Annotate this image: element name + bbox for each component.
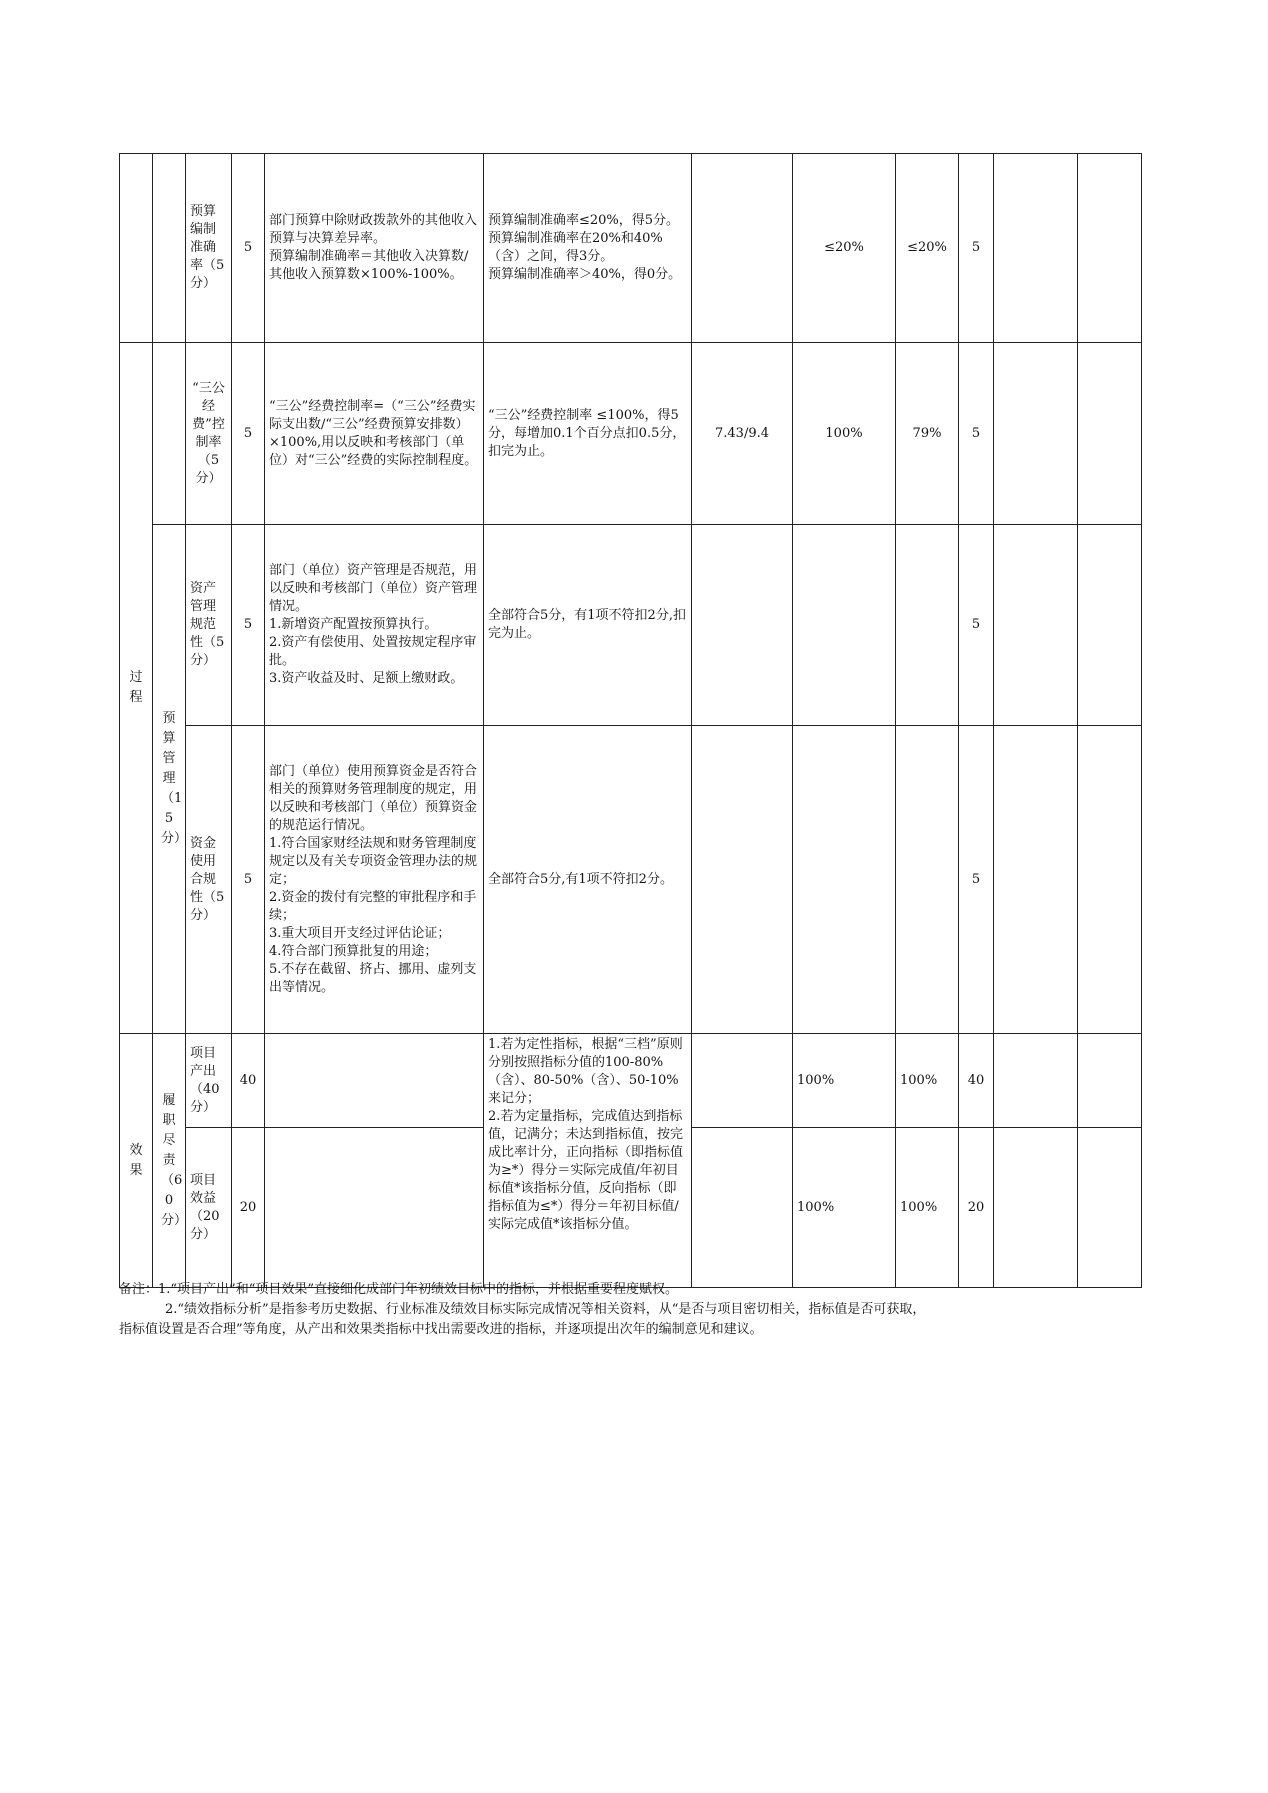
empty-cell: [994, 1128, 1078, 1288]
empty-cell: [994, 726, 1078, 1034]
target-value: ≤20%: [793, 154, 896, 343]
footnotes: [119, 1280, 1141, 1340]
indicator-weight: 5: [232, 343, 265, 525]
table-row: [120, 154, 1142, 343]
table-row: [120, 343, 1142, 525]
score: 5: [959, 343, 994, 525]
scoring-standard: 全部符合5分，有1项不符扣2分,扣完为止。: [484, 525, 692, 726]
actual-value: [896, 525, 959, 726]
group-cell-empty: [120, 154, 153, 343]
data-value: [692, 154, 793, 343]
indicator-description: 部门预算中除财政拨款外的其他收入预算与决算差异率。 预算编制准确率＝其他收入决算数/其他收入预算数×100%-100%。: [265, 154, 484, 343]
empty-cell: [994, 343, 1078, 525]
indicator-name: 资产管理规范性（5分）: [186, 525, 232, 726]
group-label-effect: 效果: [120, 1034, 153, 1288]
indicator-weight: 5: [232, 525, 265, 726]
indicator-weight: 20: [232, 1128, 265, 1288]
indicator-description: “三公”经费控制率=（“三公”经费实际支出数/“三公”经费预算安排数）×100%,用以反映和考核部门（单位）对“三公”经费的实际控制程度。: [265, 343, 484, 525]
score: 20: [959, 1128, 994, 1288]
footnote-2: 2.“绩效指标分析”是指参考历史数据、行业标准及绩效目标实际完成情况等相关资料，从“是否与项目密切相关，指标值是否可获取，: [165, 1302, 926, 1317]
indicator-weight: 5: [232, 726, 265, 1034]
indicator-weight: 5: [232, 154, 265, 343]
empty-cell: [1078, 1034, 1142, 1128]
indicator-name: 资金使用合规性（5分）: [186, 726, 232, 1034]
data-value: [692, 726, 793, 1034]
data-value: 7.43/9.4: [692, 343, 793, 525]
actual-value: 79%: [896, 343, 959, 525]
indicator-description: 部门（单位）使用预算资金是否符合相关的预算财务管理制度的规定，用以反映和考核部门（单位）预算资金的规范运行情况。 1.符合国家财经法规和财务管理制度规定以及有关专项资金管理办法的规定； 2.资金的拨付有完整的审批程序和手续； 3.重大项目开支经过评估论证； 4.符合部门预算批复的用途； 5.不存在截留、挤占、挪用、虚列支出等情况。: [265, 726, 484, 1034]
empty-cell: [1078, 726, 1142, 1034]
group-label-process: 过程: [120, 343, 153, 1034]
actual-value: [896, 726, 959, 1034]
actual-value: 100%: [896, 1034, 959, 1128]
scoring-standard: 预算编制准确率≤20%，得5分。 预算编制准确率在20%和40%（含）之间，得3分。 预算编制准确率＞40%，得0分。: [484, 154, 692, 343]
table-row: [120, 525, 1142, 726]
target-value: 100%: [793, 1034, 896, 1128]
empty-cell: [994, 154, 1078, 343]
score: 40: [959, 1034, 994, 1128]
score: 5: [959, 726, 994, 1034]
indicator-name: “三公经费”控制率（5分）: [186, 343, 232, 525]
target-value: 100%: [793, 343, 896, 525]
actual-value: ≤20%: [896, 154, 959, 343]
table-row: [120, 1034, 1142, 1128]
data-value: [692, 1034, 793, 1128]
empty-cell: [1078, 343, 1142, 525]
scoring-standard-effect: 1.若为定性指标，根据“三档”原则分别按照指标分值的100-80%（含）、80-50%（含）、50-10%来记分； 2.若为定量指标，完成值达到指标值，记满分；未达到指标值，按完成比率计分，正向指标（即指标值为≥*）得分＝实际完成值/年初目标值*该指标分值，反向指标（即指标值为≤*）得分＝年初目标值/实际完成值*该指标分值。: [484, 1034, 692, 1288]
subgroup-label-budget-mgmt: 预算管理（15分）: [153, 525, 186, 1034]
data-value: [692, 1128, 793, 1288]
data-value: [692, 525, 793, 726]
indicator-name: 项目效益（20分）: [186, 1128, 232, 1288]
indicator-description: [265, 1128, 484, 1288]
score: 5: [959, 154, 994, 343]
empty-cell: [1078, 525, 1142, 726]
empty-cell: [1078, 154, 1142, 343]
subgroup-cell-empty: [153, 343, 186, 525]
indicator-name: 项目产出（40分）: [186, 1034, 232, 1128]
empty-cell: [1078, 1128, 1142, 1288]
target-value: 100%: [793, 1128, 896, 1288]
subgroup-label-duty: 履职尽责（60分）: [153, 1034, 186, 1288]
score: 5: [959, 525, 994, 726]
target-value: [793, 525, 896, 726]
target-value: [793, 726, 896, 1034]
indicator-weight: 40: [232, 1034, 265, 1128]
footnote-3: 指标值设置是否合理”等角度，从产出和效果类指标中找出需要改进的指标，并逐项提出次年的编制意见和建议。: [119, 1322, 763, 1337]
indicator-name: 预算编制准确率（5分）: [186, 154, 232, 343]
subgroup-cell-empty: [153, 154, 186, 343]
indicator-description: 部门（单位）资产管理是否规范，用以反映和考核部门（单位）资产管理情况。 1.新增资产配置按预算执行。 2.资产有偿使用、处置按规定程序审批。 3.资产收益及时、足额上缴财政。: [265, 525, 484, 726]
scoring-standard: “三公”经费控制率 ≤100%，得5分，每增加0.1个百分点扣0.5分，扣完为止。: [484, 343, 692, 525]
performance-evaluation-table: [119, 153, 1142, 1288]
actual-value: 100%: [896, 1128, 959, 1288]
empty-cell: [994, 1034, 1078, 1128]
empty-cell: [994, 525, 1078, 726]
footnote-1: 备注：1.“项目产出”和“项目效果”直接细化成部门年初绩效目标中的指标，并根据重要程度赋权。: [119, 1282, 678, 1297]
table-row: [120, 726, 1142, 1034]
indicator-description: [265, 1034, 484, 1128]
scoring-standard: 全部符合5分,有1项不符扣2分。: [484, 726, 692, 1034]
